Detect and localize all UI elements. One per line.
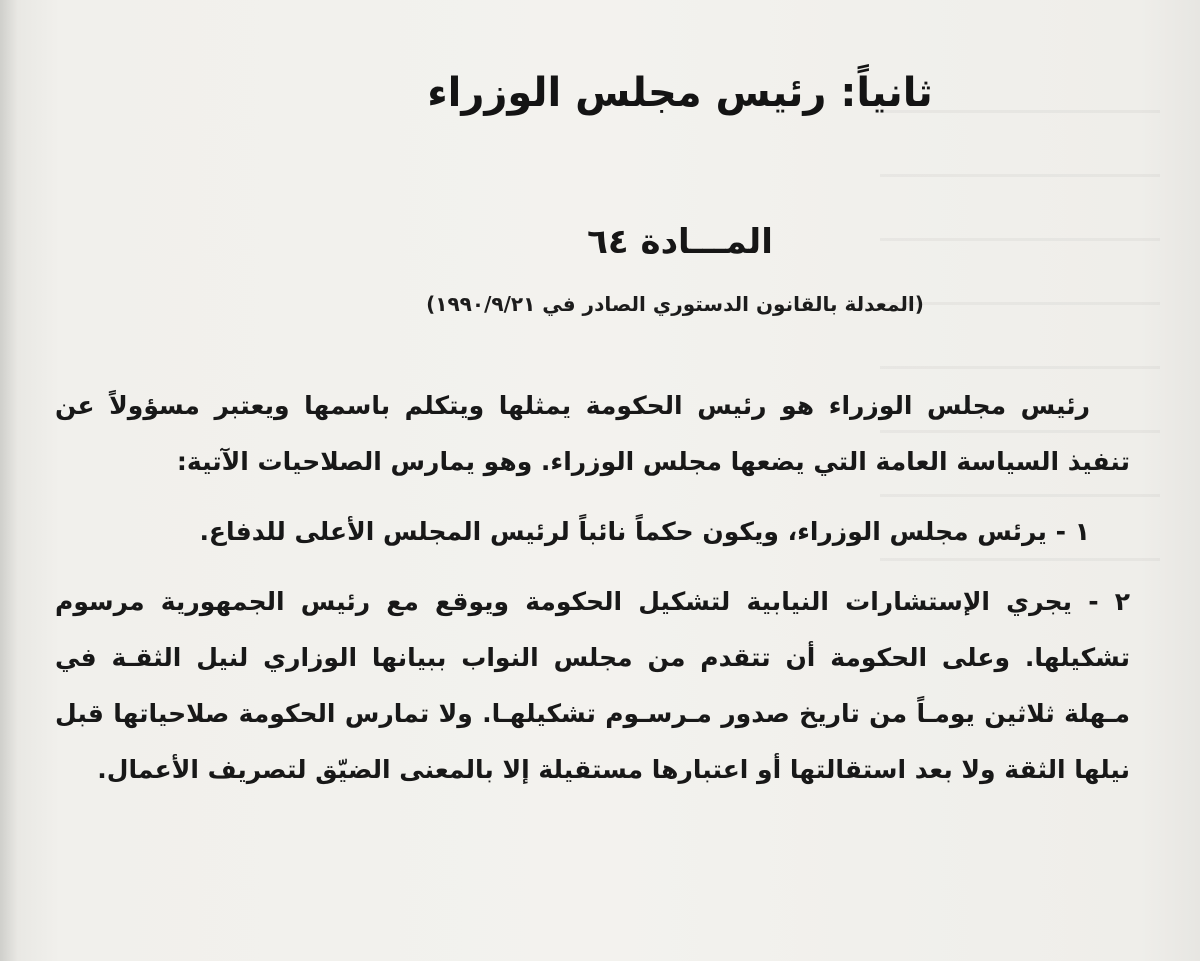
list-item: ٢ - يجري الإستشارات النيابية لتشكيل الحكومة ويوقع مع رئيس الجمهورية مرسوم تشكيلها. وعلى الحكومة أن تتقدم من مجلس النواب ببيانها الوزاري لنيل الثقـة في مـهلة ثلاثين يومـاً من تاريخ صدور مـرسـوم تشكيلهـا. ولا تمارس الحكومة صلاحياتها قبل نيلها الثقة ولا بعد استقالتها أو اعتبارها مستقيلة إلا بالمعنى الضيّق لتصريف الأعمال. <box>55 587 1130 784</box>
list-item: ١ - يرئس مجلس الوزراء، ويكون حكماً نائباً لرئيس المجلس الأعلى للدفاع. <box>199 517 1090 546</box>
intro-paragraph: رئيس مجلس الوزراء هو رئيس الحكومة يمثلها ويتكلم باسمها ويعتبر مسؤولاً عن تنفيذ السياسة العامة التي يضعها مجلس الوزراء. وهو يمارس الصلاحيات الآتية: <box>55 391 1130 476</box>
article-title: المـــادة ٦٤ <box>587 222 773 262</box>
section-heading: ثانياً: رئيس مجلس الوزراء <box>427 70 933 116</box>
article-body <box>55 378 1130 798</box>
amendment-note: (المعدلة بالقانون الدستوري الصادر في ١٩٩٠/٩/٢١) <box>426 292 924 316</box>
